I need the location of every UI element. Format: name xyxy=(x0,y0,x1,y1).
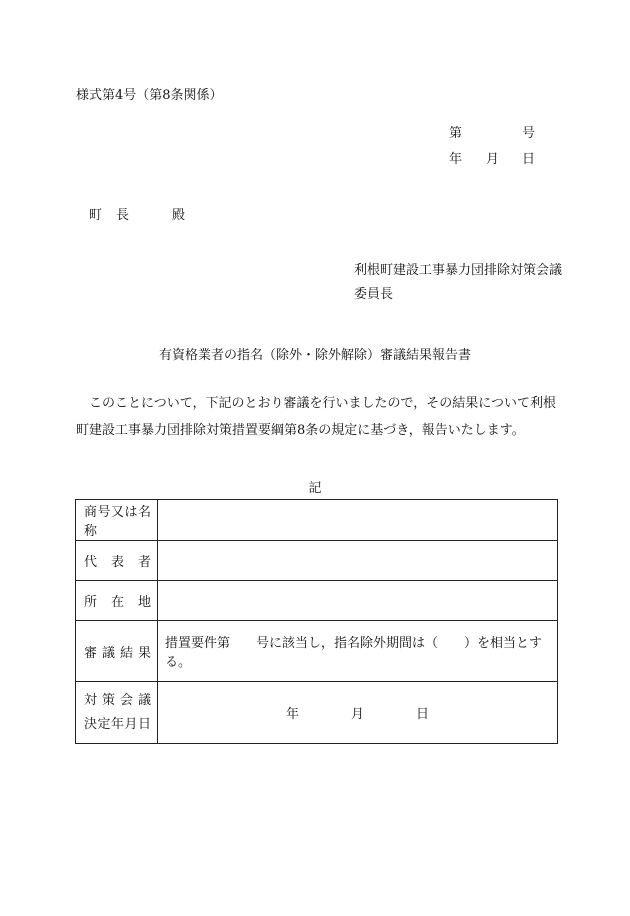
address-field[interactable] xyxy=(158,581,558,621)
decision-label-line1: 対策会議 xyxy=(84,692,151,708)
row-label-representative: 代表者 xyxy=(76,541,158,581)
decision-day-label: 日 xyxy=(416,707,430,722)
table-row xyxy=(76,682,558,744)
document-number-suffix: 号 xyxy=(522,126,536,141)
sender-organization: 利根町建設工事暴力団排除対策会議 xyxy=(354,263,563,278)
table-row xyxy=(76,500,558,541)
decision-month-label: 月 xyxy=(350,707,364,722)
decision-label-line2: 決定年月日 xyxy=(84,716,151,732)
representative-field[interactable] xyxy=(158,541,558,581)
addressee-title: 町長 xyxy=(89,208,144,223)
decision-year-label: 年 xyxy=(285,707,299,722)
decision-date-field[interactable] xyxy=(158,682,558,744)
sender-title: 委員長 xyxy=(354,287,394,302)
date-day-label: 日 xyxy=(522,152,536,167)
date-month-label: 月 xyxy=(486,152,500,167)
report-table xyxy=(75,499,558,744)
addressee-honorific: 殿 xyxy=(172,208,186,223)
company-name-field[interactable] xyxy=(158,500,558,541)
document-number-prefix: 第 xyxy=(449,126,463,141)
row-label-deliberation-result: 審議結果 xyxy=(76,621,158,682)
ki-label: 記 xyxy=(308,481,322,496)
row-label-decision-date xyxy=(76,682,158,744)
row-label-company-name: 商号又は名称 xyxy=(76,500,158,541)
body-text: このことについて，下記のとおり審議を行いましたので，その結果について利根町建設工事暴力団排除対策措置要綱第8条の規定に基づき，報告いたします。 xyxy=(76,396,556,438)
table-row xyxy=(76,581,558,621)
document-title: 有資格業者の指名（除外・除外解除）審議結果報告書 xyxy=(158,348,471,363)
row-label-address: 所在地 xyxy=(76,581,158,621)
table-row xyxy=(76,621,558,682)
date-year-label: 年 xyxy=(449,152,463,167)
deliberation-result-field[interactable]: 措置要件第 号に該当し，指名除外期間は（ ）を相当とする。 xyxy=(158,621,558,682)
form-number: 様式第4号（第8条関係） xyxy=(76,88,223,103)
table-row xyxy=(76,541,558,581)
